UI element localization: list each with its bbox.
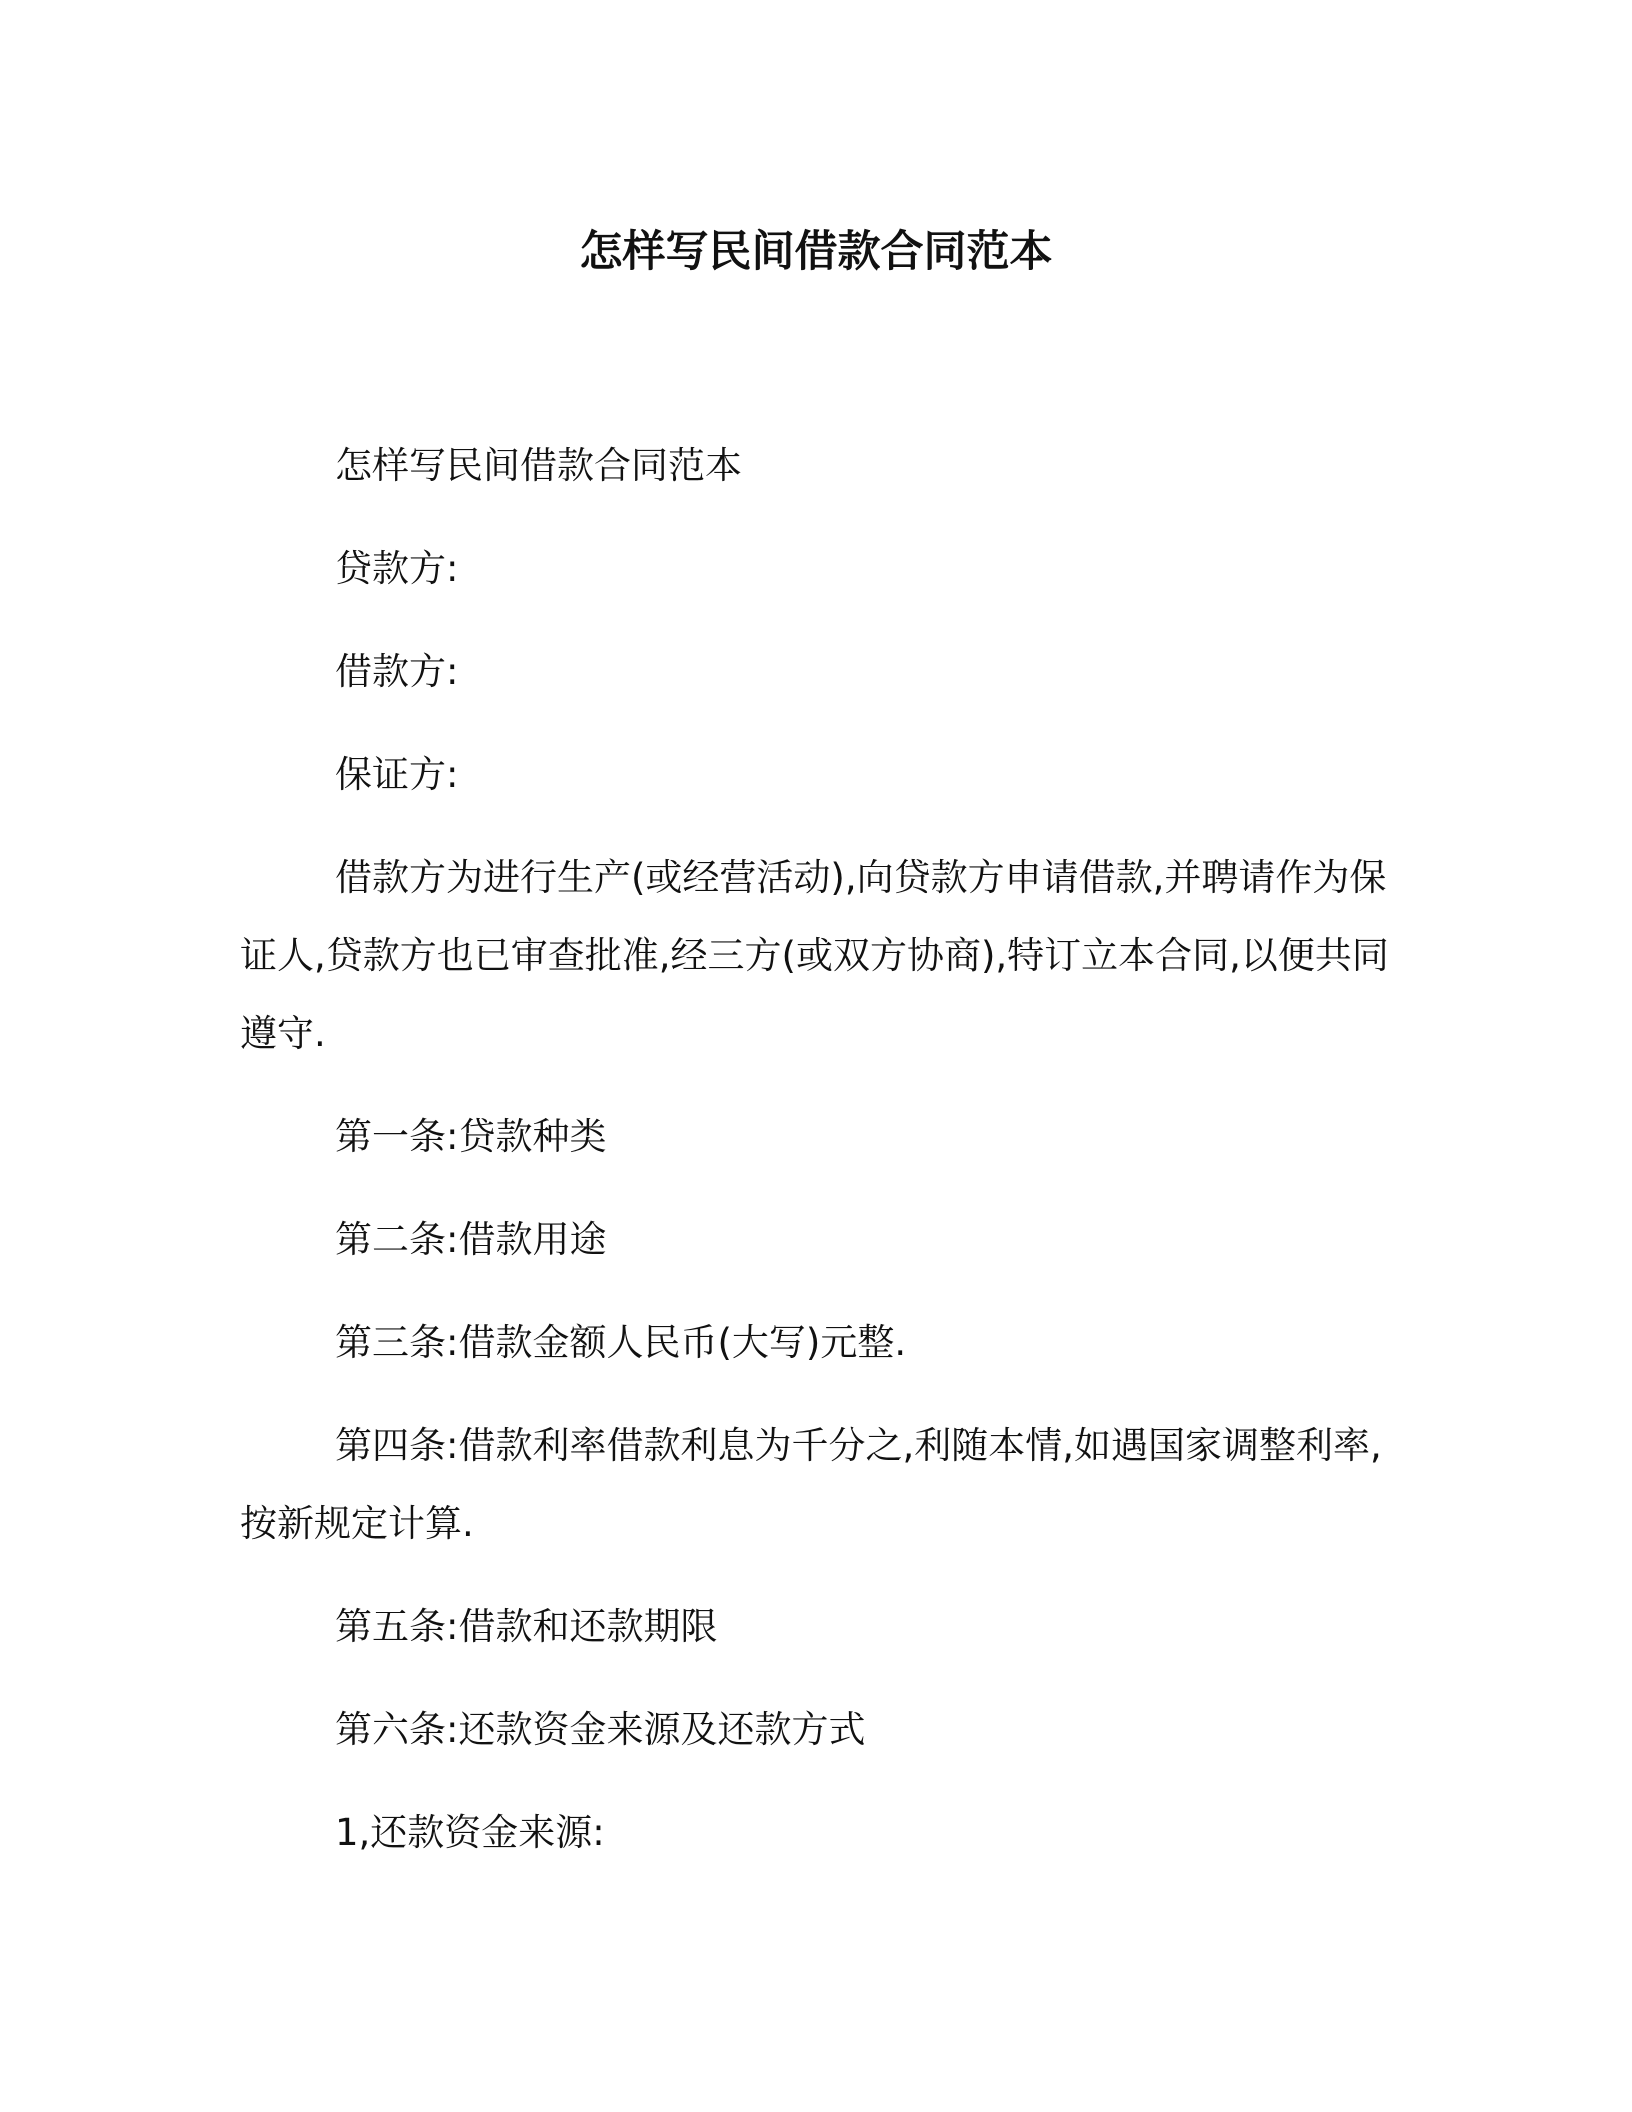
paragraph-heading: 怎样写民间借款合同范本 — [335, 444, 742, 487]
paragraph-article-3: 第三条:借款金额人民币(大写)元整. — [335, 1321, 907, 1364]
paragraph-guarantor: 保证方: — [335, 753, 459, 796]
paragraph-article-6: 第六条:还款资金来源及还款方式 — [335, 1708, 866, 1751]
paragraph-article-2: 第二条:借款用途 — [335, 1218, 607, 1261]
paragraph-article-1: 第一条:贷款种类 — [335, 1115, 607, 1158]
paragraph-article-5: 第五条:借款和还款期限 — [335, 1605, 718, 1648]
paragraph-repayment-source: 1,还款资金来源: — [335, 1811, 605, 1854]
paragraph-article-4: 第四条:借款利率借款利息为千分之,利随本情,如遇国家调整利率,按新规定计算. — [240, 1424, 1382, 1545]
paragraph-preamble: 借款方为进行生产(或经营活动),向贷款方申请借款,并聘请作为保证人,贷款方也已审查批准,经三方(或双方协商),特订立本合同,以便共同遵守. — [240, 856, 1389, 1055]
paragraph-lender: 贷款方: — [335, 547, 459, 590]
paragraph-borrower: 借款方: — [335, 650, 459, 693]
document-title: 怎样写民间借款合同范本 — [579, 227, 1053, 277]
